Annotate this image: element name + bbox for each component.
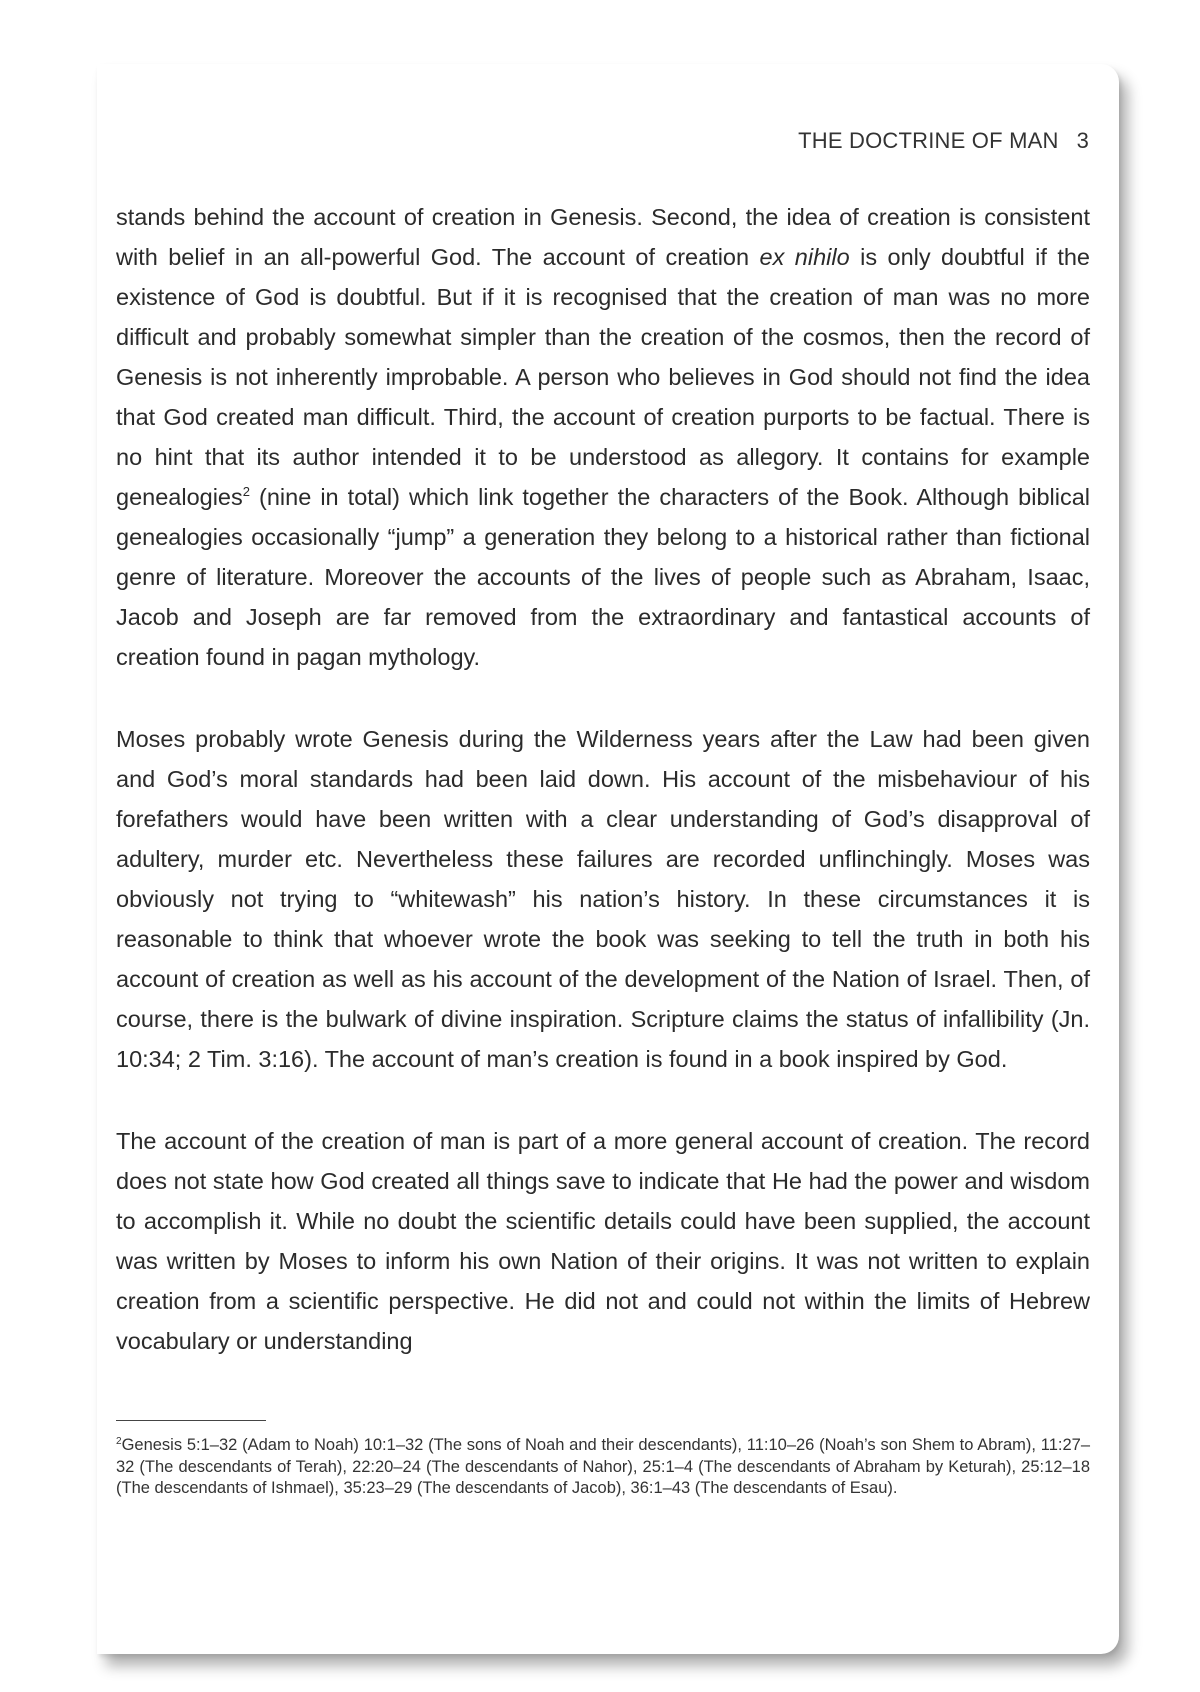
footnote-divider bbox=[116, 1420, 266, 1421]
paragraph-1-text-a: stands behind the account of creation in Genesis. Second, the idea of creation is consistent with belief in an all-powerful God. The account of creation bbox=[116, 204, 1090, 270]
book-page bbox=[97, 64, 1119, 1654]
paragraph-3: The account of the creation of man is part of a more general account of creation. The record does not state how God created all things save to indicate that He had the power and wisdom to accomplish it. While no doubt the scientific details could have been supplied, the account was written by Moses to inform his own Nation of their origins. It was not written to explain creation from a scientific perspective. He did not and could not within the limits of Hebrew vocabulary or understanding bbox=[116, 1128, 1090, 1354]
running-header bbox=[798, 128, 1089, 154]
paragraph-2: Moses probably wrote Genesis during the Wilderness years after the Law had been given and God’s moral standards had been laid down. His account of the misbehaviour of his forefathers would have been written with a clear understanding of God’s disapproval of adultery, murder etc. Nevertheless these failures are recorded unflinchingly. Moses was obviously not trying to “whitewash” his nation’s history. In these circumstances it is reasonable to think that whoever wrote the book was seeking to tell the truth in both his account of creation as well as his account of the development of the Nation of Israel. Then, of course, there is the bulwark of divine inspiration. Scripture claims the status of infallibility (Jn. 10:34; 2 Tim. 3:16). The account of man’s creation is found in a book inspired by God. bbox=[116, 726, 1090, 1072]
footnote-marker: 2 bbox=[116, 1436, 122, 1447]
paragraph-1-text-b: is only doubtful if the existence of God is doubtful. But if it is recognised that the creation of man was no more difficult and probably somewhat simpler than the creation of the cosmos, then the record of Genesis is not inherently improbable. A person who believes in God should not find the idea that God created man difficult. Third, the account of creation purports to be factual. There is no hint that its author intended it to be understood as allegory. It contains for example genealogies bbox=[116, 244, 1090, 510]
page-number: 3 bbox=[1076, 128, 1089, 153]
paragraph-1 bbox=[116, 197, 1090, 677]
footnote bbox=[116, 1435, 1090, 1500]
body-text bbox=[116, 197, 1090, 1361]
footnote-reference: 2 bbox=[242, 484, 250, 499]
footnote-text: Genesis 5:1–32 (Adam to Noah) 10:1–32 (The sons of Noah and their descendants), 11:10–26 (Noah’s son Shem to Abram), 11:27–32 (The descendants of Terah), 22:20–24 (The descendants of Nahor), 25:1–4 (The descendants of Abraham by Keturah), 25:12–18 (The descendants of Ishmael), 35:23–29 (The descendants of Jacob), 36:1–43 (The descendants of Esau). bbox=[116, 1436, 1090, 1497]
running-title: THE DOCTRINE OF MAN bbox=[798, 128, 1059, 153]
italic-phrase: ex nihilo bbox=[759, 244, 850, 270]
paragraph-1-text-c: (nine in total) which link together the characters of the Book. Although biblical genealogies occasionally “jump” a generation they belong to a historical rather than fictional genre of literature. Moreover the accounts of the lives of people such as Abraham, Isaac, Jacob and Joseph are far removed from the extraordinary and fantastical accounts of creation found in pagan mythology. bbox=[116, 484, 1090, 670]
